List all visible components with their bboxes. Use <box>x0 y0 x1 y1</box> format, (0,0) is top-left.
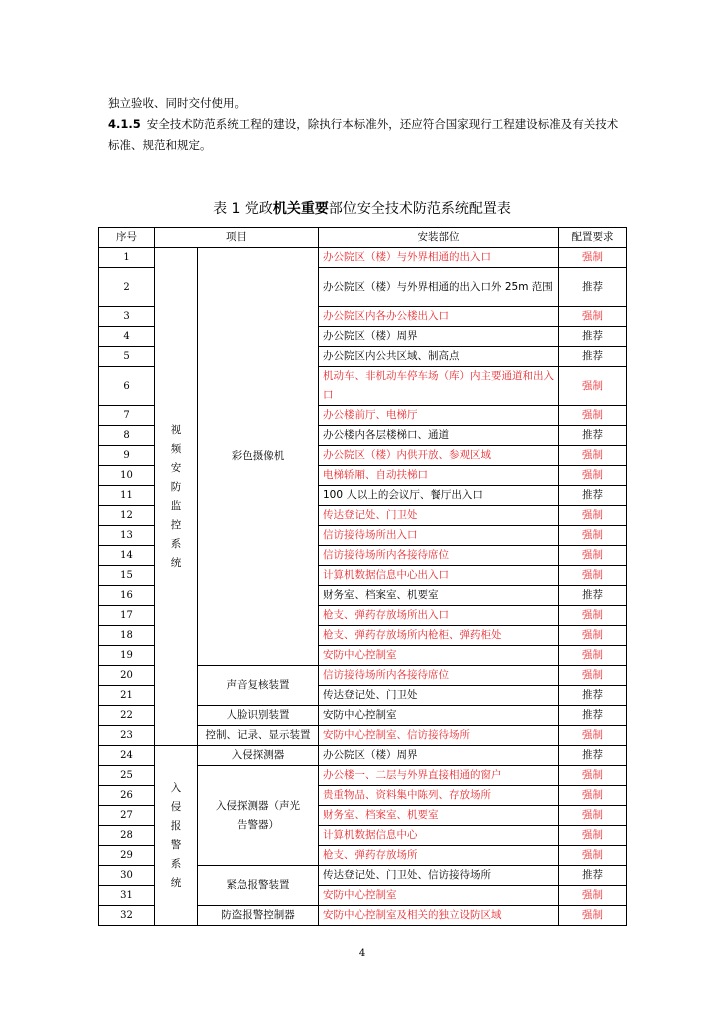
row-requirement: 强制 <box>559 526 627 546</box>
caption-prefix: 表 1 党政 <box>213 201 273 217</box>
row-requirement: 强制 <box>559 906 627 926</box>
row-location: 办公院区（楼）与外界相通的出入口 <box>319 248 559 268</box>
table-row <box>99 248 627 268</box>
row-seq: 5 <box>99 347 155 367</box>
row-requirement: 强制 <box>559 826 627 846</box>
row-seq: 8 <box>99 426 155 446</box>
row-requirement: 强制 <box>559 646 627 666</box>
row-seq: 28 <box>99 826 155 846</box>
row-seq: 9 <box>99 446 155 466</box>
row-seq: 2 <box>99 268 155 307</box>
row-seq: 31 <box>99 886 155 906</box>
row-requirement: 推荐 <box>559 586 627 606</box>
header-item: 项目 <box>155 228 319 248</box>
row-requirement: 强制 <box>559 766 627 786</box>
row-seq: 7 <box>99 406 155 426</box>
row-seq: 22 <box>99 706 155 726</box>
row-seq: 26 <box>99 786 155 806</box>
device-color-camera: 彩色摄像机 <box>198 248 319 666</box>
caption-bold: 机关重要 <box>272 201 329 217</box>
row-seq: 17 <box>99 606 155 626</box>
header-requirement: 配置要求 <box>559 228 627 248</box>
row-location: 安防中心控制室、信访接待场所 <box>319 726 559 746</box>
row-seq: 4 <box>99 327 155 347</box>
device-alarm-controller: 防盗报警控制器 <box>198 906 319 926</box>
system-video: 视 频 安 防 监 控 系 统 <box>155 248 198 746</box>
row-seq: 32 <box>99 906 155 926</box>
header-location: 安装部位 <box>319 228 559 248</box>
row-requirement: 强制 <box>559 367 627 406</box>
device-emergency-alarm: 紧急报警装置 <box>198 866 319 906</box>
row-requirement: 推荐 <box>559 268 627 307</box>
device-intrusion-detector-alarm: 入侵探测器（声光告警器） <box>198 766 319 866</box>
table-caption <box>0 198 724 218</box>
row-seq: 29 <box>99 846 155 866</box>
row-location: 信访接待场所内各接待席位 <box>319 666 559 686</box>
row-seq: 16 <box>99 586 155 606</box>
row-requirement: 强制 <box>559 307 627 327</box>
system-intrusion: 入 侵 报 警 系 统 <box>155 746 198 926</box>
row-requirement: 推荐 <box>559 327 627 347</box>
row-requirement: 强制 <box>559 846 627 866</box>
row-location: 财务室、档案室、机要室 <box>319 586 559 606</box>
row-location: 枪支、弹药存放场所 <box>319 846 559 866</box>
row-location: 枪支、弹药存放场所内枪柜、弹药柜处 <box>319 626 559 646</box>
row-location: 办公院区内公共区域、制高点 <box>319 347 559 367</box>
row-location: 信访接待场所出入口 <box>319 526 559 546</box>
row-location: 安防中心控制室 <box>319 706 559 726</box>
row-seq: 23 <box>99 726 155 746</box>
row-requirement: 强制 <box>559 506 627 526</box>
row-requirement: 强制 <box>559 406 627 426</box>
row-seq: 1 <box>99 248 155 268</box>
row-location: 办公院区（楼）与外界相通的出入口外 25m 范围 <box>319 268 559 307</box>
row-requirement: 强制 <box>559 626 627 646</box>
row-requirement: 推荐 <box>559 866 627 886</box>
row-location: 贵重物品、资料集中陈列、存放场所 <box>319 786 559 806</box>
row-location: 信访接待场所内各接待席位 <box>319 546 559 566</box>
row-location: 计算机数据信息中心出入口 <box>319 566 559 586</box>
row-location: 枪支、弹药存放场所出入口 <box>319 606 559 626</box>
caption-suffix: 部位安全技术防范系统配置表 <box>328 201 511 217</box>
row-seq: 25 <box>99 766 155 786</box>
row-seq: 6 <box>99 367 155 406</box>
header-seq: 序号 <box>99 228 155 248</box>
row-location: 机动车、非机动车停车场（库）内主要通道和出入口 <box>319 367 559 406</box>
paragraph-line-1: 独立验收、同时交付使用。 <box>108 96 246 110</box>
row-location: 传达登记处、门卫处、信访接待场所 <box>319 866 559 886</box>
section-text: 安全技术防范系统工程的建设，除执行本标准外，还应符合国家现行工程建设标准及有关技术标准、规范和规定。 <box>108 117 619 152</box>
row-seq: 18 <box>99 626 155 646</box>
row-requirement: 强制 <box>559 806 627 826</box>
table-header-row <box>99 228 627 248</box>
row-requirement: 强制 <box>559 786 627 806</box>
row-location: 传达登记处、门卫处 <box>319 686 559 706</box>
row-requirement: 推荐 <box>559 426 627 446</box>
row-location: 办公楼前厅、电梯厅 <box>319 406 559 426</box>
row-location: 电梯轿厢、自动扶梯口 <box>319 466 559 486</box>
row-requirement: 强制 <box>559 546 627 566</box>
section-4-1-5 <box>108 114 628 156</box>
row-requirement: 强制 <box>559 726 627 746</box>
row-location: 100 人以上的会议厅、餐厅出入口 <box>319 486 559 506</box>
row-requirement: 推荐 <box>559 686 627 706</box>
row-seq: 10 <box>99 466 155 486</box>
row-requirement: 强制 <box>559 466 627 486</box>
row-requirement: 强制 <box>559 446 627 466</box>
row-seq: 15 <box>99 566 155 586</box>
row-location: 安防中心控制室 <box>319 886 559 906</box>
row-location: 办公楼内各层楼梯口、通道 <box>319 426 559 446</box>
row-location: 传达登记处、门卫处 <box>319 506 559 526</box>
row-requirement: 推荐 <box>559 486 627 506</box>
table-row <box>99 746 627 766</box>
row-seq: 24 <box>99 746 155 766</box>
row-seq: 30 <box>99 866 155 886</box>
row-location: 安防中心控制室 <box>319 646 559 666</box>
row-location: 办公院区（楼）周界 <box>319 746 559 766</box>
row-seq: 3 <box>99 307 155 327</box>
row-requirement: 推荐 <box>559 706 627 726</box>
row-location: 办公院区（楼）内供开放、参观区域 <box>319 446 559 466</box>
row-location: 办公院区（楼）周界 <box>319 327 559 347</box>
device-control-display: 控制、记录、显示装置 <box>198 726 319 746</box>
page-number: 4 <box>358 948 366 959</box>
row-seq: 27 <box>99 806 155 826</box>
row-location: 办公院区内各办公楼出入口 <box>319 307 559 327</box>
row-seq: 14 <box>99 546 155 566</box>
row-seq: 12 <box>99 506 155 526</box>
row-seq: 11 <box>99 486 155 506</box>
row-requirement: 强制 <box>559 666 627 686</box>
row-requirement: 强制 <box>559 606 627 626</box>
row-requirement: 推荐 <box>559 347 627 367</box>
row-location: 安防中心控制室及相关的独立设防区域 <box>319 906 559 926</box>
row-seq: 13 <box>99 526 155 546</box>
row-requirement: 强制 <box>559 248 627 268</box>
row-location: 办公楼一、二层与外界直接相通的窗户 <box>319 766 559 786</box>
section-number: 4.1.5 <box>108 117 141 131</box>
row-seq: 21 <box>99 686 155 706</box>
device-face-recognition: 人脸识别装置 <box>198 706 319 726</box>
security-config-table <box>98 227 627 926</box>
row-seq: 19 <box>99 646 155 666</box>
row-requirement: 强制 <box>559 886 627 906</box>
row-seq: 20 <box>99 666 155 686</box>
row-requirement: 强制 <box>559 566 627 586</box>
row-location: 计算机数据信息中心 <box>319 826 559 846</box>
device-audio-review: 声音复核装置 <box>198 666 319 706</box>
device-intrusion-detector: 入侵探测器 <box>198 746 319 766</box>
row-requirement: 推荐 <box>559 746 627 766</box>
row-location: 财务室、档案室、机要室 <box>319 806 559 826</box>
